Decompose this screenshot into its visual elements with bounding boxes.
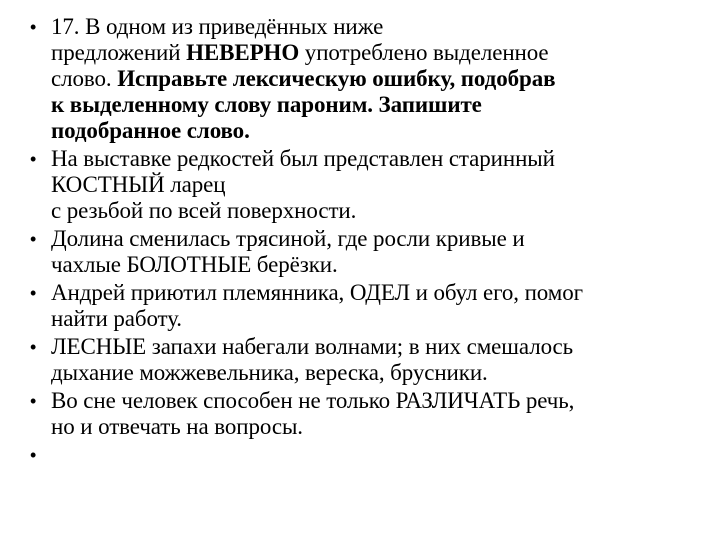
- sentence-item: [30, 388, 702, 440]
- sentence-line: На выставке редкостей был представлен старинный: [51, 146, 555, 171]
- task-emphasis-incorrect: НЕВЕРНО: [186, 40, 300, 65]
- sentence-line: Андрей приютил племянника, ОДЕЛ и обул его, помог: [51, 280, 583, 305]
- bullet-icon: •: [30, 149, 37, 169]
- bullet-icon: •: [30, 17, 37, 37]
- bullet-icon: •: [30, 337, 37, 357]
- sentence-line: Долина сменилась трясиной, где росли кривые и: [51, 226, 525, 251]
- sentence-item: [30, 280, 702, 332]
- sentence-line: найти работу.: [51, 306, 182, 331]
- bullet-list: [30, 14, 702, 470]
- sentence-line: чахлые БОЛОТНЫЕ берёзки.: [51, 252, 338, 277]
- bullet-icon: •: [30, 229, 37, 249]
- task-line-4: к выделенному слову пароним. Запишите: [51, 92, 482, 117]
- sentence-line: но и отвечать на вопросы.: [51, 414, 303, 439]
- bullet-icon: •: [30, 283, 37, 303]
- sentence-line: ЛЕСНЫЕ запахи набегали волнами; в них смешалось: [51, 334, 574, 359]
- sentence-item: [30, 226, 702, 278]
- empty-bullet-item: [30, 442, 702, 468]
- sentence-line: дыхание можжевельника, вереска, брусники.: [51, 360, 488, 385]
- task-line-1: 17. В одном из приведённых ниже: [51, 14, 384, 39]
- bullet-icon: •: [30, 445, 37, 465]
- sentence-line: Во сне человек способен не только РАЗЛИЧАТЬ речь,: [51, 388, 575, 413]
- sentence-item: [30, 146, 702, 224]
- sentence-item: [30, 334, 702, 386]
- sentence-line: КОСТНЫЙ ларец: [51, 172, 226, 197]
- task-line-2: предложений НЕВЕРНО употреблено выделенное: [51, 40, 549, 65]
- task-line-3: слово. Исправьте лексическую ошибку, подобрав: [51, 66, 556, 91]
- task-line-5: подобранное слово.: [51, 118, 250, 143]
- bullet-icon: •: [30, 391, 37, 411]
- sentence-line: с резьбой по всей поверхности.: [51, 198, 357, 223]
- task-instruction: [30, 14, 702, 144]
